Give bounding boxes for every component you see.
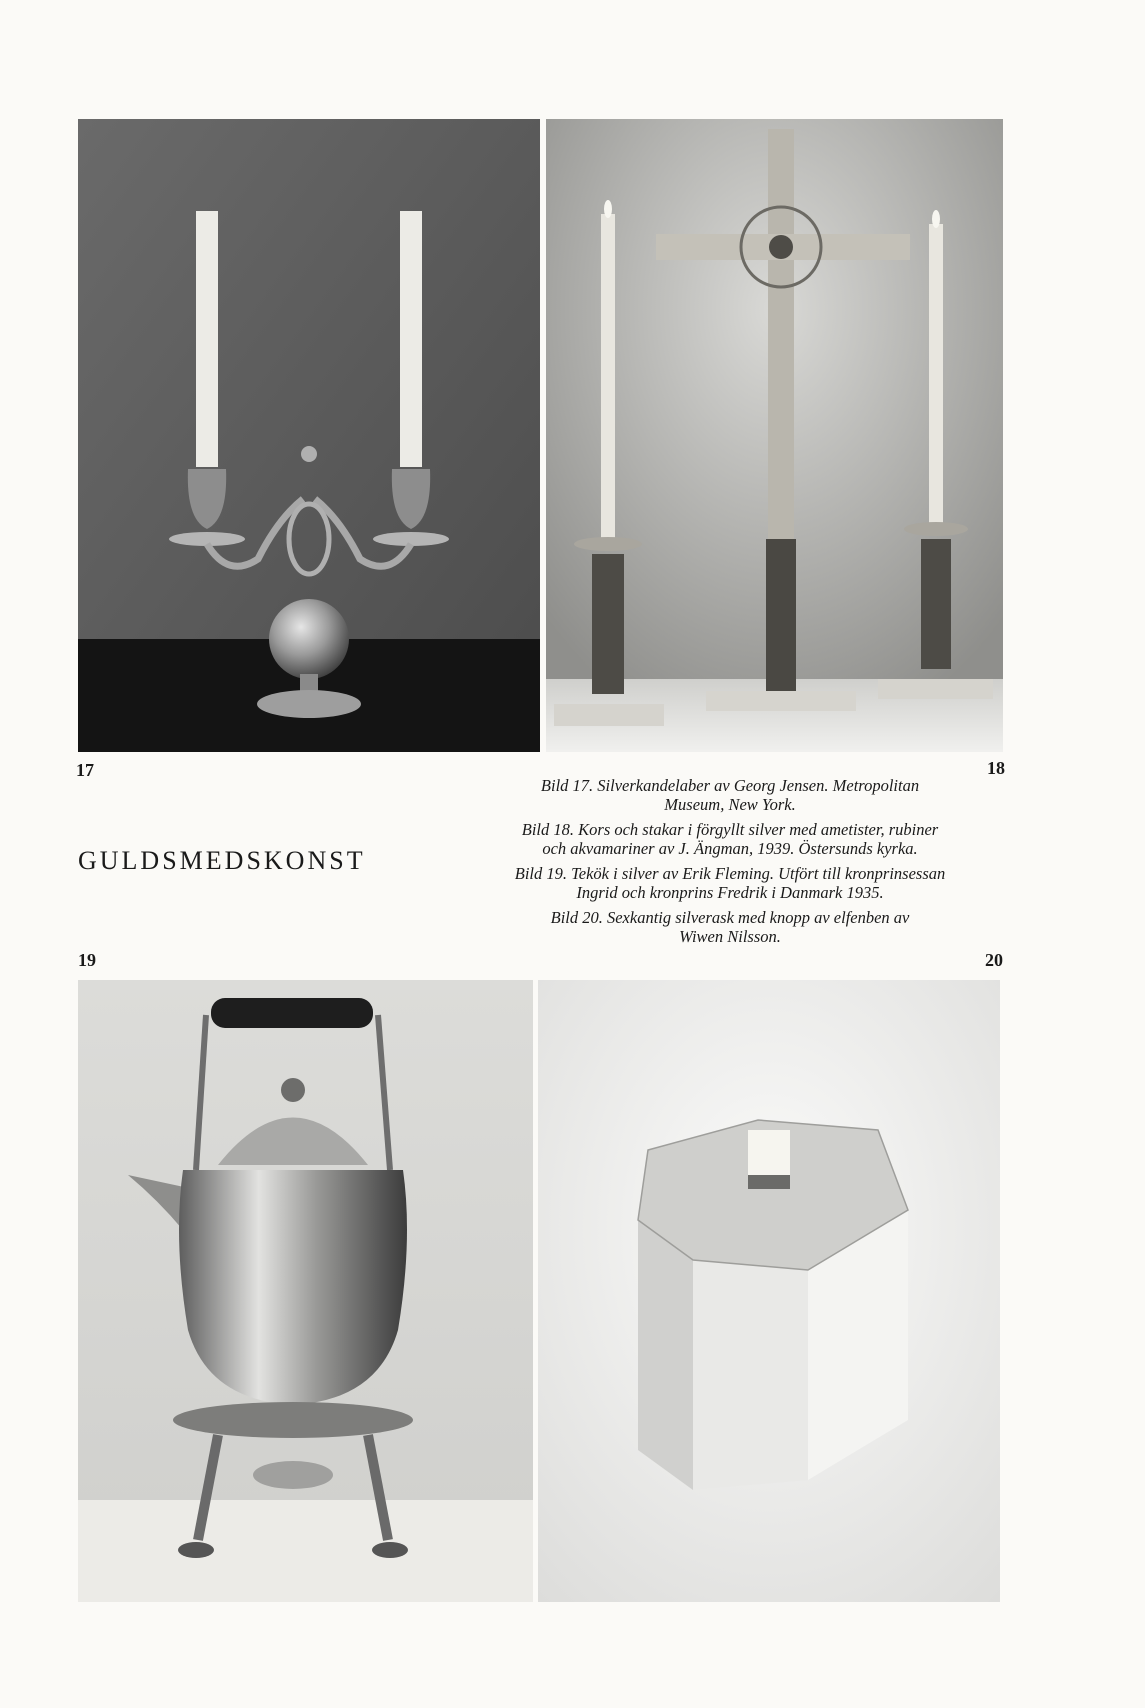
figure-number-19: 19 bbox=[78, 950, 96, 970]
figure-number-17: 17 bbox=[76, 760, 94, 780]
kettle-icon bbox=[78, 980, 533, 1602]
photo-20-box bbox=[538, 980, 1000, 1602]
figure-number-20: 20 bbox=[985, 950, 1003, 970]
photo-19-kettle bbox=[78, 980, 533, 1602]
captions-block bbox=[420, 776, 1040, 952]
caption-20: Bild 20. Sexkantig silverask med knopp av elfenben av Wiwen Nilsson. bbox=[550, 908, 910, 946]
cross-icon bbox=[546, 119, 1003, 752]
section-title: GULDSMEDSKONST bbox=[78, 846, 366, 875]
photo-18-cross bbox=[546, 119, 1003, 752]
caption-18: Bild 18. Kors och stakar i förgyllt silver med ametister, rubiner och akvamariner av J. Ängman, 1939. Östersunds kyrka. bbox=[521, 820, 939, 858]
candelabra-icon bbox=[78, 119, 540, 752]
caption-17: Bild 17. Silverkandelaber av Georg Jensen. Metropolitan Museum, New York. bbox=[540, 776, 920, 814]
figure-number-18: 18 bbox=[987, 758, 1005, 778]
box-icon bbox=[538, 980, 1000, 1602]
caption-19: Bild 19. Tekök i silver av Erik Fleming. Utfört till kronprinsessan Ingrid och kronprins Fredrik i Danmark 1935. bbox=[514, 864, 946, 902]
photo-17-candelabra bbox=[78, 119, 540, 752]
